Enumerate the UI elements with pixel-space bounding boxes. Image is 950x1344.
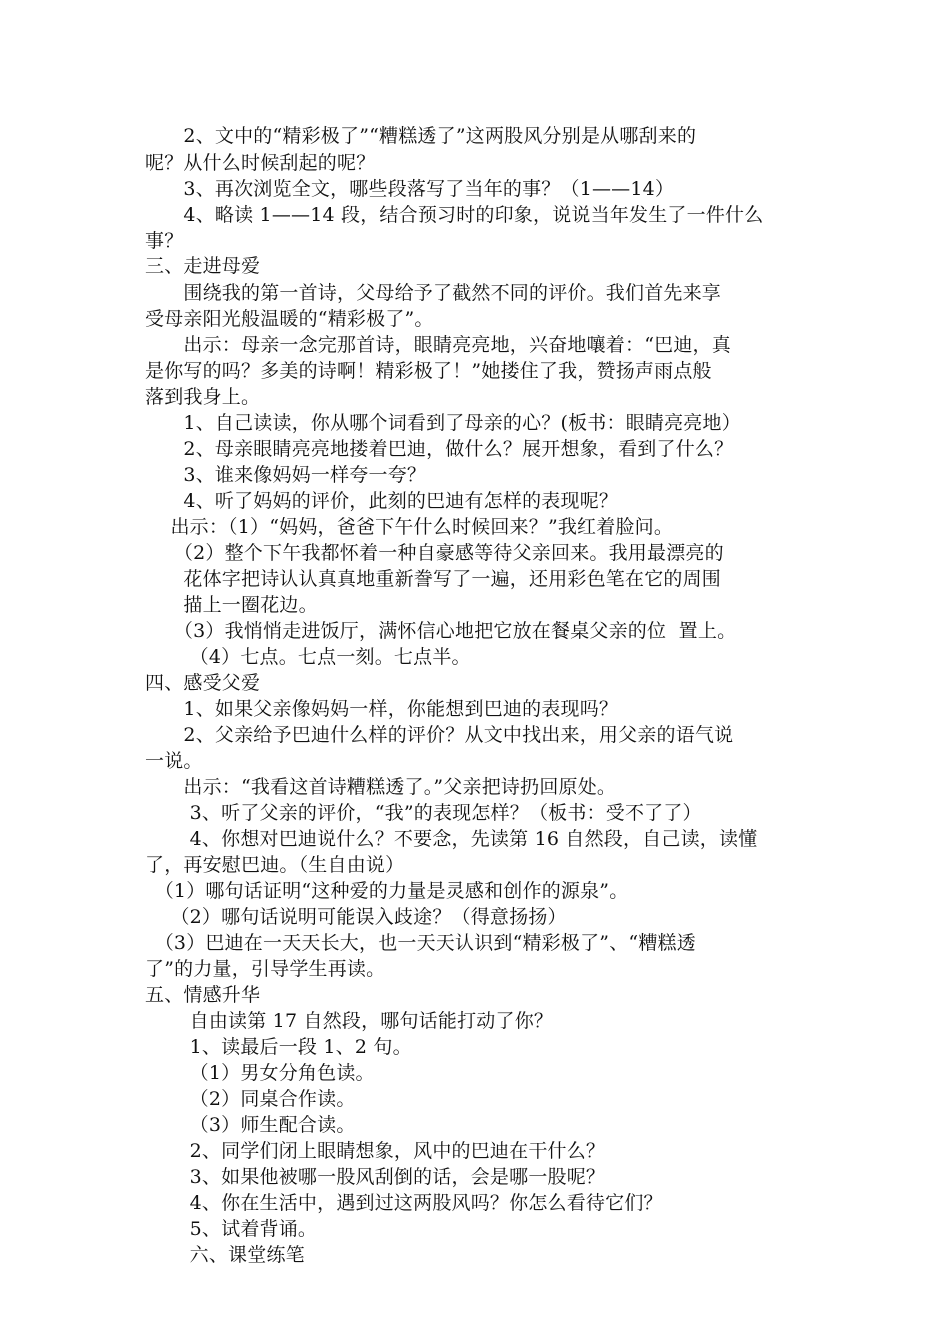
text-line: 3、如果他被哪一股风刮倒的话，会是哪一股呢？ xyxy=(145,1166,606,1188)
text-line: （4）七点。七点一刻。七点半。 xyxy=(145,646,471,668)
text-line: 出示：“我看这首诗糟糕透了。”父亲把诗扔回原处。 xyxy=(145,776,617,798)
section-heading: 四、感受父爱 xyxy=(145,672,261,694)
text-line: 2、同学们闭上眼睛想象，风中的巴迪在干什么？ xyxy=(145,1140,606,1162)
text-line: （1）哪句话证明“这种爱的力量是灵感和创作的源泉”。 xyxy=(145,880,629,902)
text-line: 围绕我的第一首诗，父母给予了截然不同的评价。我们首先来享 xyxy=(145,282,722,304)
text-line: 是你写的吗？多美的诗啊！精彩极了！”她搂住了我，赞扬声雨点般 xyxy=(145,360,712,382)
text-line: 一说。 xyxy=(145,750,203,772)
text-line: 3、听了父亲的评价，“我”的表现怎样？（板书：受不了了） xyxy=(145,802,702,824)
text-line: 花体字把诗认认真真地重新誊写了一遍，还用彩色笔在它的周围 xyxy=(145,568,722,590)
text-line: 2、父亲给予巴迪什么样的评价？从文中找出来，用父亲的语气说 xyxy=(145,724,734,746)
text-line: 3、谁来像妈妈一样夸一夸？ xyxy=(145,464,427,486)
text-line: 4、你在生活中，遇到过这两股风吗？你怎么看待它们？ xyxy=(145,1192,663,1214)
text-line: 了，再安慰巴迪。（生自由说） xyxy=(145,854,405,876)
text-line: （1）男女分角色读。 xyxy=(145,1062,375,1084)
text-line: 5、试着背诵。 xyxy=(145,1218,318,1240)
section-heading: 六、课堂练笔 xyxy=(145,1244,305,1266)
text-line: 3、再次浏览全文，哪些段落写了当年的事？（1——14） xyxy=(145,178,675,200)
text-line: 出示：母亲一念完那首诗，眼睛亮亮地，兴奋地嚷着：“巴迪，真 xyxy=(145,334,731,356)
section-heading: 三、走进母爱 xyxy=(145,255,261,277)
text-line: （3）巴迪在一天天长大，也一天天认识到“精彩极了”、“糟糕透 xyxy=(145,932,696,954)
section-heading: 五、情感升华 xyxy=(145,984,261,1006)
text-line: 1、读最后一段 1、2 句。 xyxy=(145,1036,412,1058)
text-line: （2）同桌合作读。 xyxy=(145,1088,356,1110)
text-line: 4、略读 1——14 段，结合预习时的印象，说说当年发生了一件什么 xyxy=(145,204,764,226)
text-line: 事？ xyxy=(145,230,184,252)
text-line: 1、如果父亲像妈妈一样，你能想到巴迪的表现吗？ xyxy=(145,698,619,720)
text-line: 4、听了妈妈的评价，此刻的巴迪有怎样的表现呢？ xyxy=(145,490,619,512)
text-line: （3）师生配合读。 xyxy=(145,1114,356,1136)
text-line: 1、自己读读，你从哪个词看到了母亲的心？(板书：眼睛亮亮地） xyxy=(145,412,741,434)
text-line: （2）整个下午我都怀着一种自豪感等待父亲回来。我用最漂亮的 xyxy=(145,542,724,564)
text-line: 4、你想对巴迪说什么？不要念，先读第 16 自然段，自己读，读懂 xyxy=(145,828,758,850)
text-line: （2）哪句话说明可能误入歧途？（得意扬扬） xyxy=(145,906,567,928)
text-line: 2、母亲眼睛亮亮地搂着巴迪，做什么？展开想象，看到了什么？ xyxy=(145,438,734,460)
text-line: 了”的力量，引导学生再读。 xyxy=(145,958,386,980)
text-line: 2、文中的“精彩极了”“糟糕透了”这两股风分别是从哪刮来的 xyxy=(145,125,697,147)
text-line: 描上一圈花边。 xyxy=(145,594,318,616)
text-line: （3）我悄悄走进饭厅，满怀信心地把它放在餐桌父亲的位 置上。 xyxy=(145,620,737,642)
text-line: 落到我身上。 xyxy=(145,386,261,408)
text-line: 出示：（1）“妈妈，爸爸下午什么时候回来？”我红着脸问。 xyxy=(145,516,674,538)
text-line: 受母亲阳光般温暖的“精彩极了”。 xyxy=(145,308,434,330)
text-line: 自由读第 17 自然段，哪句话能打动了你？ xyxy=(145,1010,554,1032)
text-line: 呢？从什么时候刮起的呢？ xyxy=(145,152,376,174)
